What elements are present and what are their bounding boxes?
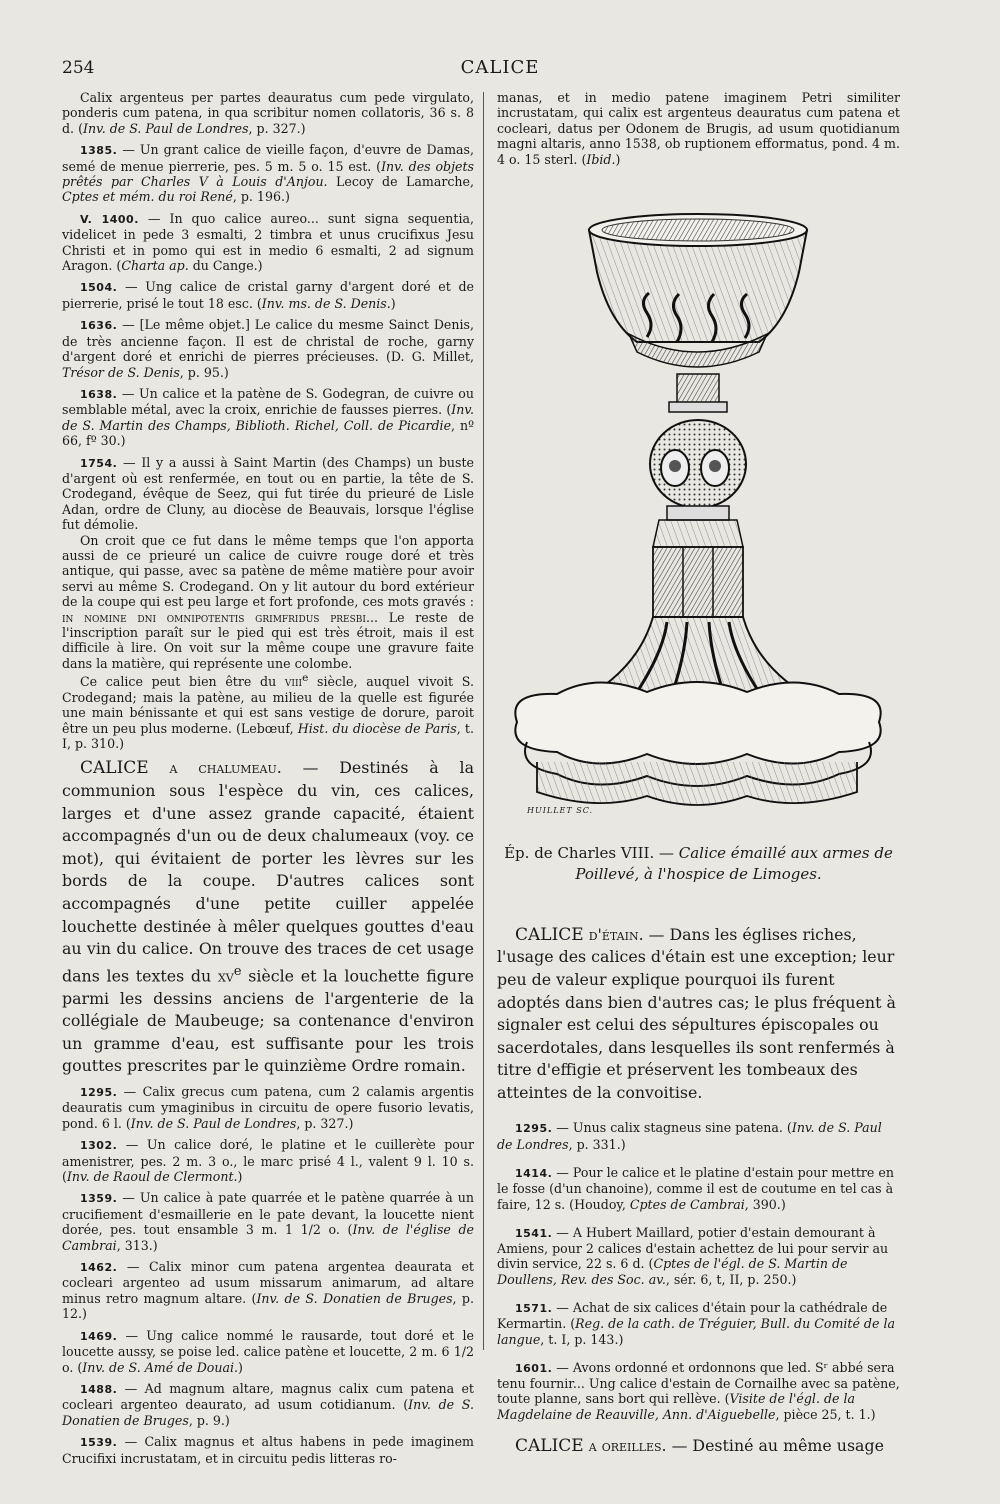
entry-1754-continued: On croit que ce fut dans le même temps que l'on apporta aussi de ce prieuré un calice de cuivre rouge doré et très antique, qui passe, avec sa patène de même matière pour avoir servi au même S. Crodegand. On y lit autour du bord extérieur de la coupe qui est peu large et fort profonde, ces mots gravés : in nomine dni omnipotentis grimfridus presbi... Le reste de l'inscription paraît sur le pied qui est très étroit, mais il est difficile à lire. On voit sur la même coupe une gravure faite dans la matière, qui représente une colombe.: [62, 532, 475, 671]
headword: CALICE: [515, 1435, 584, 1456]
entry-1636: 1636. — [Le même objet.] Le calice du mesme Sainct Denis, de très ancienne façon. Il est de christal de roche, garny d'argent doré et enrichi de pierres précieuses. (D. G. Millet, Trésor de S. Denis, p. 95.): [62, 317, 474, 380]
entry-1359: 1359. — Un calice à pate quarrée et le patène quarrée à un crucifiement d'esmaillerie en le pate devant, la loucette nient dorée, pes. tout ensamble 3 m. 1 1/2 o. (Inv. de l'église de Cambrai, 313.): [62, 1190, 474, 1253]
entry-1295: 1295. — Calix grecus cum patena, cum 2 calamis argentis deauratis cum ymaginibus in circuitu de opere fusorio levatis, pond. 6 l. (Inv. de S. Paul de Londres, p. 327.): [62, 1084, 474, 1131]
entry-1539-continued: manas, et in medio patene imaginem Petri similiter incrustatam, qui calix est argenteus deauratus cum patena et cocleari, datus per Odonem de Brugis, ad usum quotidianum magni altaris, anno 1538, ob ruptionem efformatus, pond. 4 m. 4 o. 15 sterl. (Ibid.): [497, 90, 900, 167]
entry-1754-dating: Ce calice peut bien être du viii$^e$ siècle, auquel vivoit S. Crodegand; mais la patène, au milieu de la quelle est figurée une main bénissante et qui est sans vestige de dorure, paroit être un peu plus moderne. (Lebœuf, Hist. du diocèse de Paris, t. I, p. 310.): [62, 672, 474, 752]
chalice-engraving: [497, 202, 900, 830]
chalice-illustration: [497, 202, 900, 830]
running-title: CALICE: [460, 57, 540, 78]
headword: CALICE: [80, 758, 149, 779]
entry-1385: 1385. — Un grant calice de vieille façon, d'euvre de Damas, semé de menue pierrerie, pes. 5 m. 5 o. 15 est. (Inv. des objets prêtés par Charles V à Louis d'Anjou. Lecoy de Lamarche, Cptes et mém. du roi René, p. 196.): [62, 142, 475, 205]
entry-1302: 1302. — Un calice doré, le platine et le cuillerète pour amenistrer, pes. 2 m. 3 o., le marc prisé 4 l., valent 9 l. 10 s. (Inv. de Raoul de Clermont.): [62, 1137, 474, 1185]
engraver-signature: HUILLET SC.: [527, 806, 594, 815]
article-calice-a-oreilles: CALICE a oreilles. — Destiné au même usage: [515, 1435, 884, 1456]
entry-1414: 1414. — Pour le calice et le platine d'estain pour mettre en le fosse (d'un chanoine), comme il est de coutume en tel cas à faire, 12 s. (Houdoy, Cptes de Cambrai, 390.): [497, 1164, 894, 1212]
right-column-lower: [497, 908, 900, 1473]
entry-1541: 1541. — A Hubert Maillard, potier d'estain demourant à Amiens, pour 2 calices d'estain achettez de lui pour servir au divin service, 22 s. 6 d. (Cptes de l'égl. de S. Martin de Doullens, Rev. des Soc. av., sér. 6, t, II, p. 250.): [497, 1224, 889, 1287]
entry-1539: 1539. — Calix magnus et altus habens in pede imaginem Crucifixi incrustatam, et in circuitu pedis litteras ro-: [62, 1434, 474, 1466]
entry-1469: 1469. — Ung calice nommé le rausarde, tout doré et le loucette aussy, se poise led. calice patène et loucette, 2 m. 6 1/2 o. (Inv. de S. Amé de Douai.): [62, 1327, 474, 1375]
entry-1400: V. 1400. — In quo calice aureo... sunt signa sequentia, videlicet in pede 3 esmalti, 2 timbra et unus crucifixus Jesu Christi et in pomo qui est in medio 6 esmalti, 2 ad signum Aragon. (Charta ap. du Cange.): [62, 210, 474, 274]
column-rule: [483, 92, 484, 1350]
entry-1462: 1462. — Calix minor cum patena argentea deaurata et cocleari argenteo ad usum missarum animarum, ad altare minus retro magnum altare. (Inv. de S. Donatien de Bruges, p. 12.): [62, 1259, 474, 1322]
entry-1754: 1754. — Il y a aussi à Saint Martin (des Champs) un buste d'argent où est renfermée, en tout ou en partie, la tête de S. Crodegand, évêque de Seez, qui fut tirée du prieuré de Lisle Adan, ordre de Cluny, au diocèse de Beauvais, lorsque l'église fut démolie.: [62, 454, 474, 533]
entry-paragraph: Calix argenteus per partes deauratus cum pede virgulato, ponderis cum patena, in qua scribitur nomen collatoris, 36 s. 8 d. (Inv. de S. Paul de Londres, p. 327.): [62, 90, 474, 136]
right-column-top: [497, 90, 900, 167]
entry-1571: 1571. — Achat de six calices d'étain pour la cathédrale de Kermartin. (Reg. de la cath. de Tréguier, Bull. du Comité de la langue, t. I, p. 143.): [497, 1299, 895, 1347]
entry-1504: 1504. — Ung calice de cristal garny d'argent doré et de pierrerie, prisé le tout 18 esc. (Inv. ms. de S. Denis.): [62, 279, 474, 311]
entry-1601: 1601. — Avons ordonné et ordonnons que led. Sʳ abbé sera tenu fournir... Ung calice d'estain de Cornailhe avec sa patène, toute planne, sans bort qui rellève. (Visite de l'égl. de la Magdelaine de Reauville, Ann. d'Aiguebelle, pièce 25, t. 1.): [497, 1359, 900, 1422]
article-calice-d-etain: CALICE d'étain. — Dans les églises riches, l'usage des calices d'étain est une exception; leur peu de valeur explique pourquoi ils furent adoptés dans bien d'autres cas; le plus fréquent à signaler est celui des sépultures épiscopales ou sacerdotales, dans lesquelles ils sont renfermés à titre d'effigie et préservent les tombeaux des atteintes de la convoitise.: [497, 924, 896, 1102]
entry-1638: 1638. — Un calice et la patène de S. Godegran, de cuivre ou semblable métal, avec la croix, enrichie de fausses pierres. (Inv. de S. Martin des Champs, Biblioth. Richel, Coll. de Picardie, nº 66, fº 30.): [62, 385, 474, 449]
entry-1488: 1488. — Ad magnum altare, magnus calix cum patena et cocleari argenteo deaurato, ad usum cotidianum. (Inv. de S. Donatien de Bruges, p. 9.): [62, 1380, 474, 1428]
page-number: 254: [62, 58, 95, 78]
figure-caption: Ép. de Charles VIII. — Calice émaillé aux armes de Poillevé, à l'hospice de Limoges.: [504, 844, 893, 883]
article-calice-a-chalumeau: CALICE a chalumeau. — Destinés à la communion sous l'espèce du vin, ces calices, larges et d'une assez grande capacité, étaient accompagnés d'un ou de deux chalumeaux (voy. ce mot), qui évitaient de porter les lèvres sur les bords de la coupe. D'autres calices sont accompagnés d'une petite cuiller appelée louchette destinée à mêler quelques gouttes d'eau au vin du calice. On trouve des traces de cet usage dans les textes du $xv^e$ siècle et la louchette figure parmi les dessins anciens de l'argenterie de la collégiale de Maubeuge; sa contenance d'environ un gramme d'eau, est suffisante pour les trois gouttes prescrites par le quinzième Ordre romain.: [62, 758, 474, 1076]
entry-1295-etain: 1295. — Unus calix stagneus sine patena. (Inv. de S. Paul de Londres, p. 331.): [497, 1120, 882, 1152]
headword: CALICE: [515, 924, 584, 945]
left-column: [62, 90, 474, 1466]
